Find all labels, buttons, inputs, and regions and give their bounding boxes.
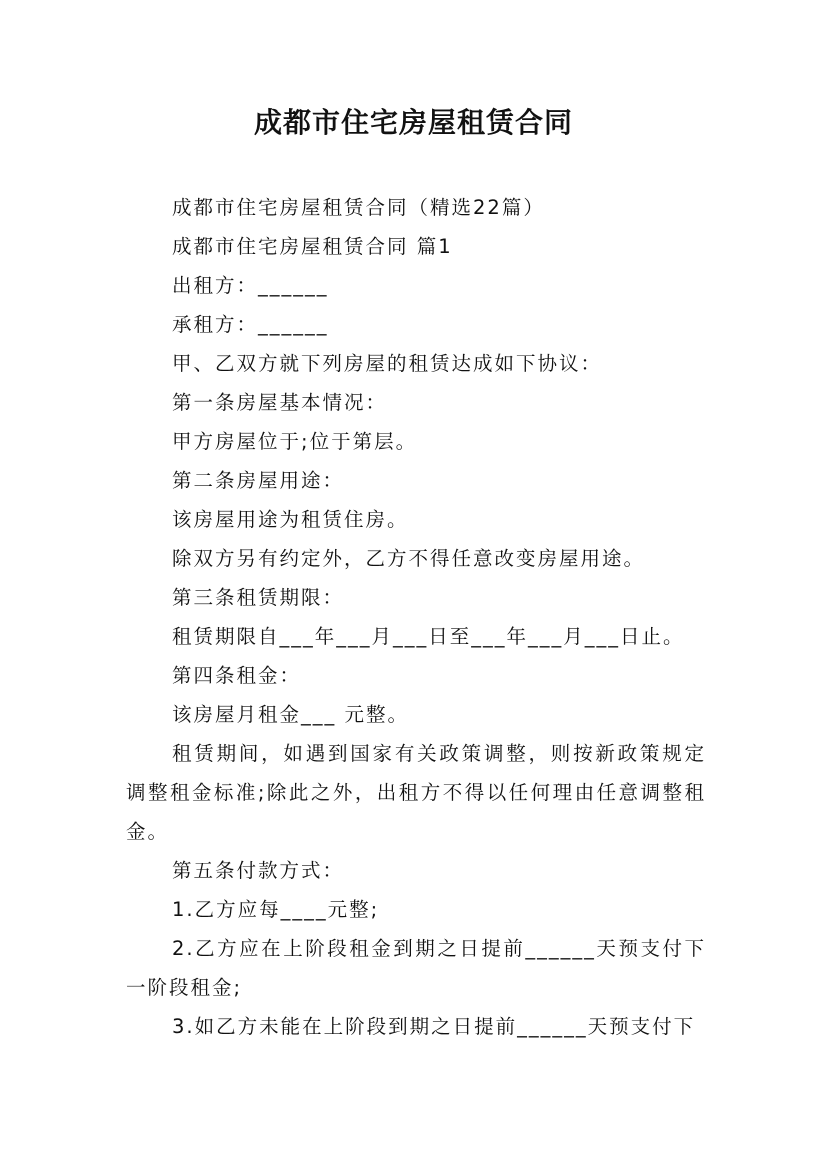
paragraph: 租赁期限自___年___月___日至___年___月___日止。: [172, 625, 685, 648]
paragraph: 成都市住宅房屋租赁合同（精选22篇）: [172, 196, 545, 219]
paragraph: 除双方另有约定外，乙方不得任意改变房屋用途。: [172, 547, 646, 570]
document-title: 成都市住宅房屋租赁合同: [253, 106, 573, 139]
paragraph: 出租方：______: [172, 274, 329, 297]
paragraph: 2.乙方应在上阶段租金到期之日提前______天预支付下一阶段租金;: [126, 937, 706, 999]
paragraph: 租赁期间，如遇到国家有关政策调整，则按新政策规定调整租金标准;除此之外，出租方不得以任何理由任意调整租金。: [126, 742, 706, 843]
paragraph: 3.如乙方未能在上阶段到期之日提前______天预支付下: [172, 1015, 696, 1038]
paragraph: 该房屋用途为租赁住房。: [172, 508, 409, 531]
paragraph: 成都市住宅房屋租赁合同 篇1: [172, 235, 453, 258]
paragraph: 该房屋月租金___ 元整。: [172, 703, 409, 726]
paragraph: 第三条租赁期限：: [172, 586, 345, 609]
paragraph: 甲、乙双方就下列房屋的租赁达成如下协议：: [172, 352, 603, 375]
paragraph: 承租方：______: [172, 313, 329, 336]
paragraph: 第一条房屋基本情况：: [172, 391, 388, 414]
paragraph: 第二条房屋用途：: [172, 469, 345, 492]
document-body: [126, 188, 706, 1046]
paragraph: 甲方房屋位于;位于第层。: [172, 430, 418, 453]
paragraph: 第四条租金：: [172, 664, 302, 687]
paragraph: 第五条付款方式：: [172, 859, 345, 882]
paragraph: 1.乙方应每____元整;: [172, 898, 380, 921]
